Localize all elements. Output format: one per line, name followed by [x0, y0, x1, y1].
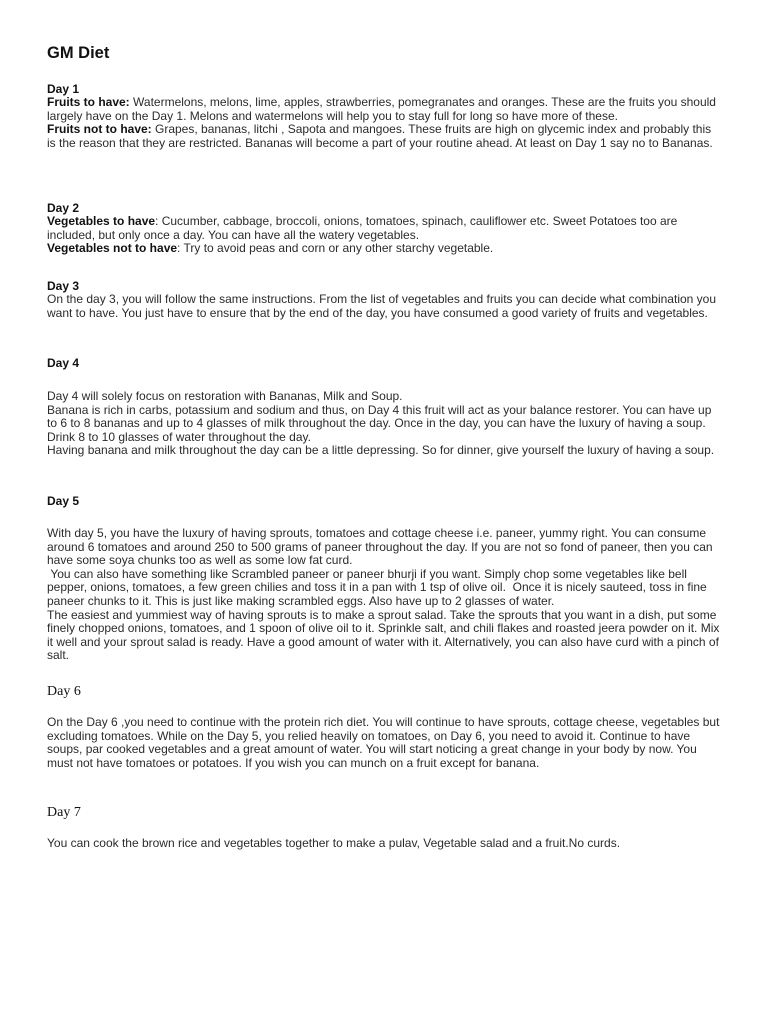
day-6-section: [47, 684, 723, 770]
day-6-text: On the Day 6 ,you need to continue with the protein rich diet. You will continue to have sprouts, cottage cheese, vegetables but excluding tomatoes. While on the Day 5, you relied heavily on tomatoes, on Day 6, you need to avoid it. Continue to have soups, par cooked vegetables and a great amount of water. You will start noticing a great change in your body by now. You must not have tomatoes or potatoes. If you wish you can munch on a fruit except for banana.: [47, 715, 720, 770]
day-7-text: You can cook the brown rice and vegetables together to make a pulav, Vegetable salad and a fruit.No curds.: [47, 836, 621, 850]
day-7-heading: Day 7: [47, 805, 81, 820]
day-3-section: [47, 279, 723, 320]
day-7-section: [47, 805, 723, 851]
day-1-fruits-not-to-have: [47, 123, 723, 150]
page-title: GM Diet: [47, 44, 110, 62]
day-5-paragraph-3: The easiest and yummiest way of having sprouts is to make a sprout salad. Take the sprouts that you want in a dish, put some finely chopped onions, tomatoes, and 1 spoon of olive oil to it. Sprinkle salt, and chili flakes and roasted jeera powder on it. Mix it well and your sprout salad is ready. Have a good amount of water with it. Alternatively, you can also have curd with a pinch of salt.: [47, 607, 720, 663]
fruits-to-have-label: Fruits to have:: [47, 95, 130, 109]
day-6-heading: Day 6: [47, 684, 81, 699]
fruits-not-to-have-text: Grapes, bananas, litchi , Sapota and mangoes. These fruits are high on glycemic index and probably this is the reason that they are restricted. Bananas will become a part of your routine ahead. At least on Day 1 say no to Bananas.: [47, 122, 713, 150]
vegetables-not-to-have-text: : Try to avoid peas and corn or any other starchy vegetable.: [177, 241, 494, 256]
vegetables-to-have-label: Vegetables to have: [47, 214, 156, 228]
vegetables-not-to-have-label: Vegetables not to have: [47, 241, 178, 256]
day-4-paragraph-2: Banana is rich in carbs, potassium and sodium and thus, on Day 4 this fruit will act as your balance restorer. You can have up to 6 to 8 bananas and up to 4 glasses of milk throughout the day. Once in the day, you can have the luxury of having a soup. Drink 8 to 10 glasses of water throughout the day.: [47, 402, 712, 444]
day-4-heading: Day 4: [47, 356, 80, 370]
day-2-vegetables-not-to-have: [47, 242, 723, 256]
day-1-heading: Day 1: [47, 82, 80, 96]
day-5-section: [47, 494, 723, 663]
day-5-paragraph-2: You can also have something like Scrambled paneer or paneer bhurji if you want. Simply chop some vegetables like bell pepper, onions, tomatoes, a few green chilies and toss it in a pan with 1 tsp of olive oil. Once it is nicely sauteed, toss in fine paneer chunks to it. This is just like making scrambled eggs. Also have up to 2 glasses of water.: [47, 566, 711, 608]
vegetables-to-have-text: : Cucumber, cabbage, broccoli, onions, tomatoes, spinach, cauliflower etc. Sweet Potatoes too are included, but only once a day. You can have all the watery vegetables.: [47, 214, 678, 242]
day-2-vegetables-to-have: [47, 215, 723, 242]
day-3-text: On the day 3, you will follow the same instructions. From the list of vegetables and fruits you can decide what combination you want to have. You just have to ensure that by the end of the day, you have consumed a good variety of fruits and vegetables.: [47, 292, 717, 320]
fruits-not-to-have-label: Fruits not to have:: [47, 122, 152, 137]
fruits-to-have-text: Watermelons, melons, lime, apples, strawberries, pomegranates and oranges. These are the fruits you should largely have on the Day 1. Melons and watermelons will help you to stay full for long so have more of these.: [47, 95, 716, 123]
day-4-paragraph-1: Day 4 will solely focus on restoration with Bananas, Milk and Soup.: [47, 389, 403, 403]
day-3-heading: Day 3: [47, 279, 80, 293]
day-1-section: [47, 82, 723, 150]
day-1-fruits-to-have: [47, 96, 723, 123]
day-5-heading: Day 5: [47, 494, 80, 508]
day-2-heading: Day 2: [47, 201, 80, 215]
day-2-section: [47, 201, 723, 256]
day-4-paragraph-3: Having banana and milk throughout the day can be a little depressing. So for dinner, give yourself the luxury of having a soup.: [47, 443, 715, 458]
day-5-paragraph-1: With day 5, you have the luxury of having sprouts, tomatoes and cottage cheese i.e. paneer, yummy right. You can consume around 6 tomatoes and around 250 to 500 grams of paneer throughout the day. If you are not so fond of paneer, then you can have some soya chunks too as well as some low fat curd.: [47, 526, 713, 568]
day-4-section: [47, 356, 723, 458]
